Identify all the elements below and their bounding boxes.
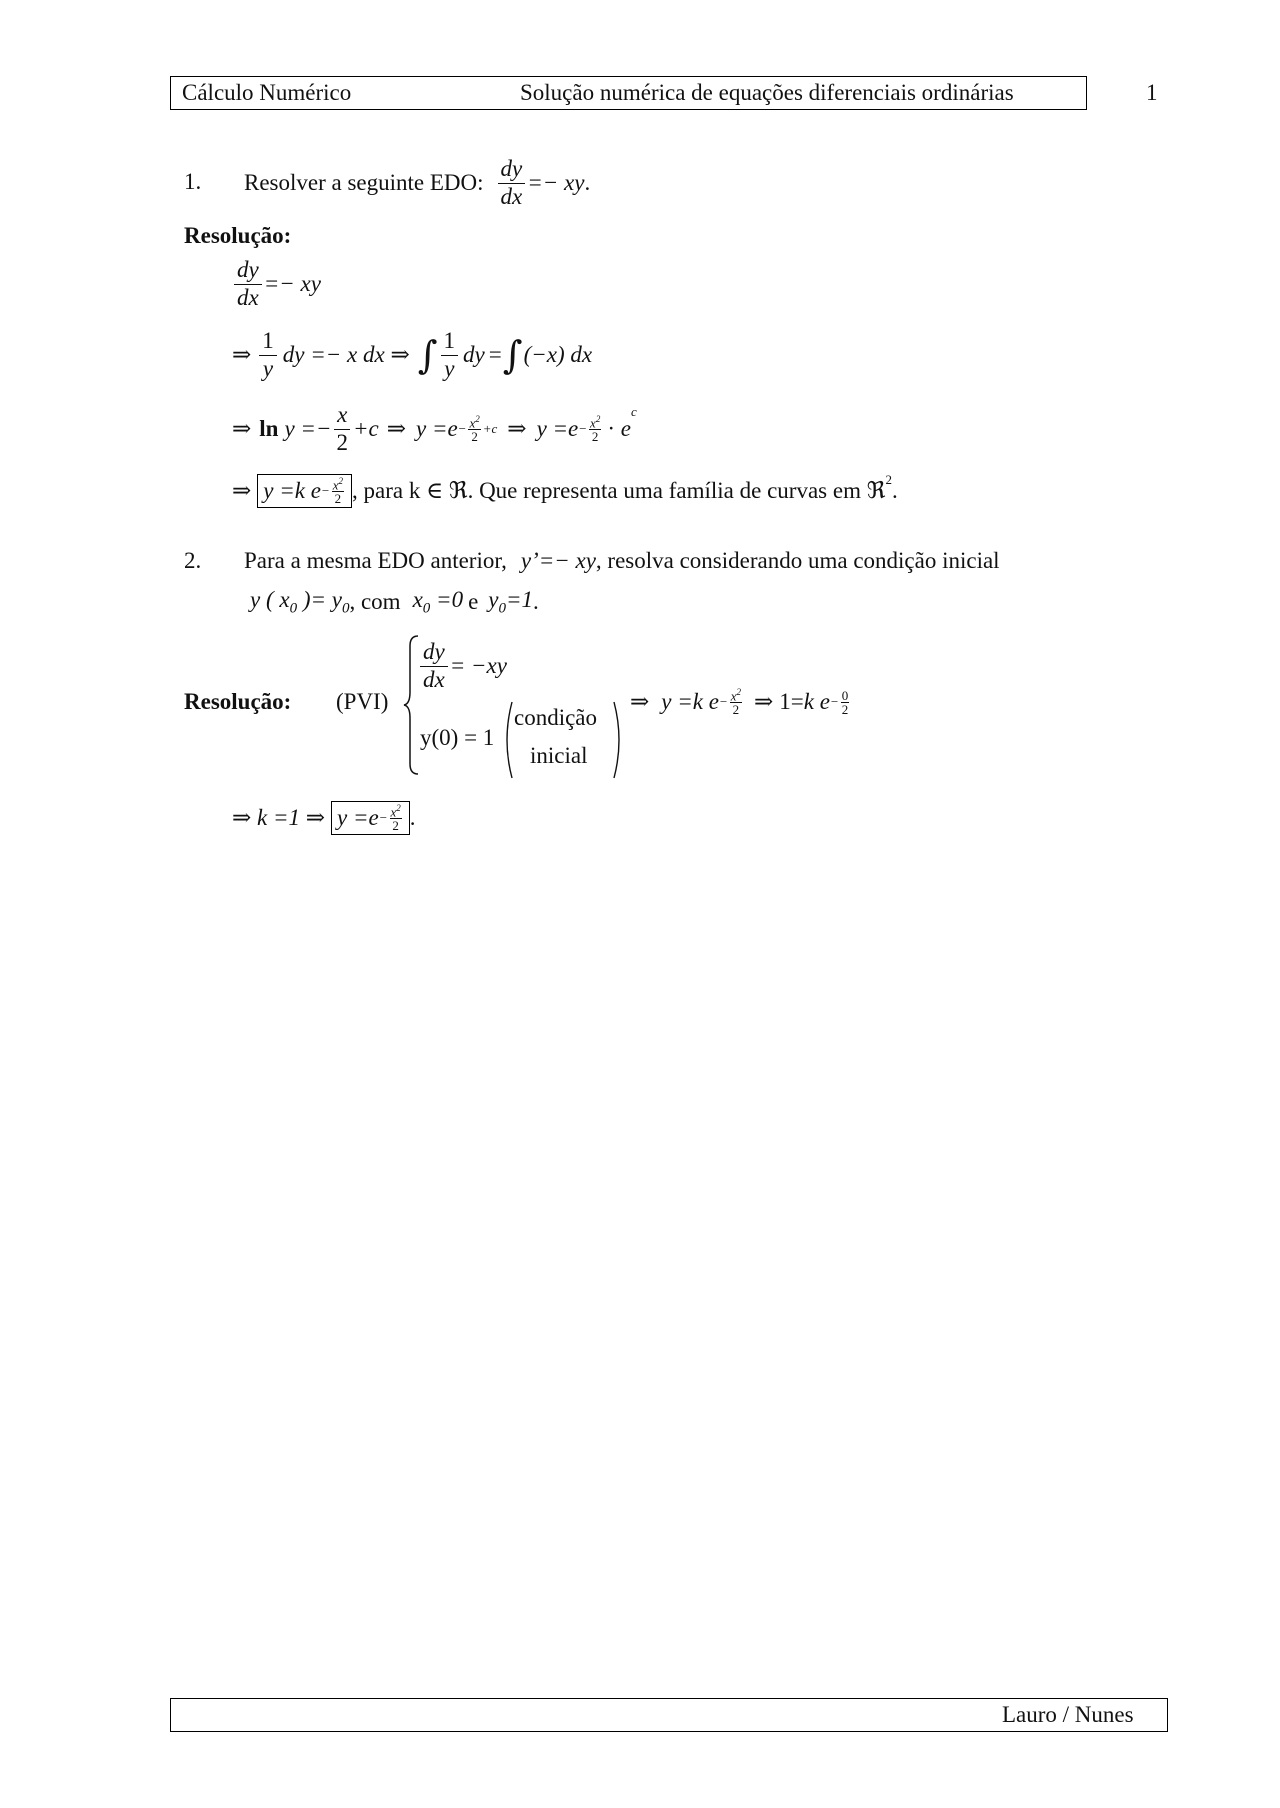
solution-box: y =k e − $\frac{x^2}{2}$	[257, 474, 352, 508]
frac-den: dx	[237, 284, 259, 310]
exponent: − $\frac{0}{2}$	[829, 687, 849, 717]
implies-arrow: ⇒	[232, 416, 252, 441]
integral-sign: ∫	[417, 333, 438, 377]
condition-line2: inicial	[530, 743, 588, 768]
implies-arrow: ⇒	[232, 478, 252, 503]
ln-label: ln	[259, 416, 279, 441]
step2-fraction	[259, 328, 277, 382]
p1-text: Resolver a seguinte EDO:	[244, 170, 484, 195]
frac-num: x	[334, 402, 350, 429]
p2-final: ⇒ k =1 ⇒ y =e − $\frac{x^2}{2}$ .	[232, 802, 416, 834]
frac-num: dy	[498, 156, 526, 183]
p2-com: , com	[349, 589, 401, 614]
page-number: 1	[1146, 80, 1158, 105]
closing-sup: 2	[885, 472, 892, 487]
frac-den: y	[444, 355, 455, 381]
exponent: − $\frac{x^2}{2}$	[718, 686, 741, 718]
p1-step1	[232, 252, 321, 316]
footer-author: Lauro / Nunes	[1002, 1702, 1134, 1727]
frac-den: dx	[423, 666, 445, 692]
header-center: Solução numérica de equações diferenciais ordinárias	[520, 80, 1014, 105]
pvi-label: (PVI)	[336, 689, 389, 714]
frac-den: dx	[500, 183, 523, 209]
system-eq: $\frac{dy}{dx}$ = −xy	[418, 633, 507, 699]
implies-arrow: ⇒	[386, 416, 406, 441]
p1-closing: , para k ∈ ℜ. Que representa uma família de curvas em ℜ	[352, 478, 886, 503]
implies-arrow: ⇒	[232, 342, 252, 367]
step2-mid: dy =− x dx ⇒	[282, 342, 410, 367]
implies-arrow: ⇒	[507, 416, 527, 441]
step2-fraction2	[441, 328, 459, 382]
initial-condition: y(0) = 1	[420, 725, 495, 750]
p2-text: Para a mesma EDO anterior,	[244, 548, 507, 573]
p2-e: e	[468, 589, 479, 614]
p1-eq-rhs: =− xy	[527, 170, 585, 195]
p1-step3: ⇒ ln y =− $\frac{x}{2}$ +c ⇒ y =e − $\frac{x^2}{2}$ +c ⇒ y =e − $\frac{x^2}{2}$ · e $^c$	[232, 402, 637, 455]
frac-den: y	[262, 355, 274, 381]
closing-end: .	[891, 478, 898, 503]
exponent: − $\frac{x^2}{2}$ +c	[457, 413, 498, 445]
system-fraction	[420, 639, 448, 693]
implies-arrow: ⇒	[630, 689, 650, 714]
integral-sign: ∫	[502, 333, 523, 377]
p2-statement-line2: y ( $x_0$ )= $y_0$ , com $x_0 =0$ e $y_0=1$ .	[250, 586, 539, 617]
p1-statement: Resolver a seguinte EDO: $\frac{dy}{dx}$ =− xy .	[244, 156, 591, 209]
header-left: Cálculo Numérico	[182, 80, 352, 105]
exponent: − $\frac{x^2}{2}$	[320, 475, 343, 507]
frac-num: 1	[259, 328, 277, 355]
p2-result: ⇒ y =k e − $\frac{x^2}{2}$ ⇒ 1= k e − $\frac{0}{2}$	[630, 680, 851, 724]
frac-den: 2	[336, 429, 348, 455]
step3-fraction	[333, 402, 351, 456]
p1-number: 1.	[184, 169, 202, 194]
p2-statement-line1	[244, 546, 1000, 576]
frac-num: 1	[441, 328, 459, 355]
p2-number: 2.	[184, 548, 202, 573]
frac-num: dy	[420, 639, 448, 666]
step2-dy: dy	[463, 342, 485, 367]
exponent: − $\frac{x^2}{2}$	[378, 802, 401, 834]
p1-step2: ⇒ $\frac{1}{y}$ dy =− x dx ⇒ ∫ $\frac{1}{y}$ dy = ∫ (−x) dx	[232, 328, 593, 381]
step2-end: (−x) dx	[523, 342, 593, 367]
final-prefix: ⇒ k =1 ⇒	[232, 805, 326, 830]
p2-text-rest: , resolva considerando uma condição inicial	[595, 548, 1000, 573]
p1-fraction	[498, 156, 526, 210]
right-paren	[612, 700, 626, 780]
final-solution-box: y =e − $\frac{x^2}{2}$	[331, 801, 410, 835]
step1-fraction	[234, 257, 262, 311]
p1-resolution-label: Resolução:	[184, 223, 292, 248]
exponent: − $\frac{x^2}{2}$	[578, 413, 601, 445]
step1-rhs: =− xy	[263, 271, 321, 296]
frac-num: dy	[234, 257, 262, 284]
p2-resolution-label: Resolução:	[184, 689, 292, 714]
p2-eq: y’=− xy	[520, 548, 596, 573]
condition-line1: condição	[514, 705, 598, 730]
p1-step4	[232, 464, 898, 518]
left-paren	[500, 700, 514, 780]
implies-arrow: ⇒	[754, 689, 774, 714]
